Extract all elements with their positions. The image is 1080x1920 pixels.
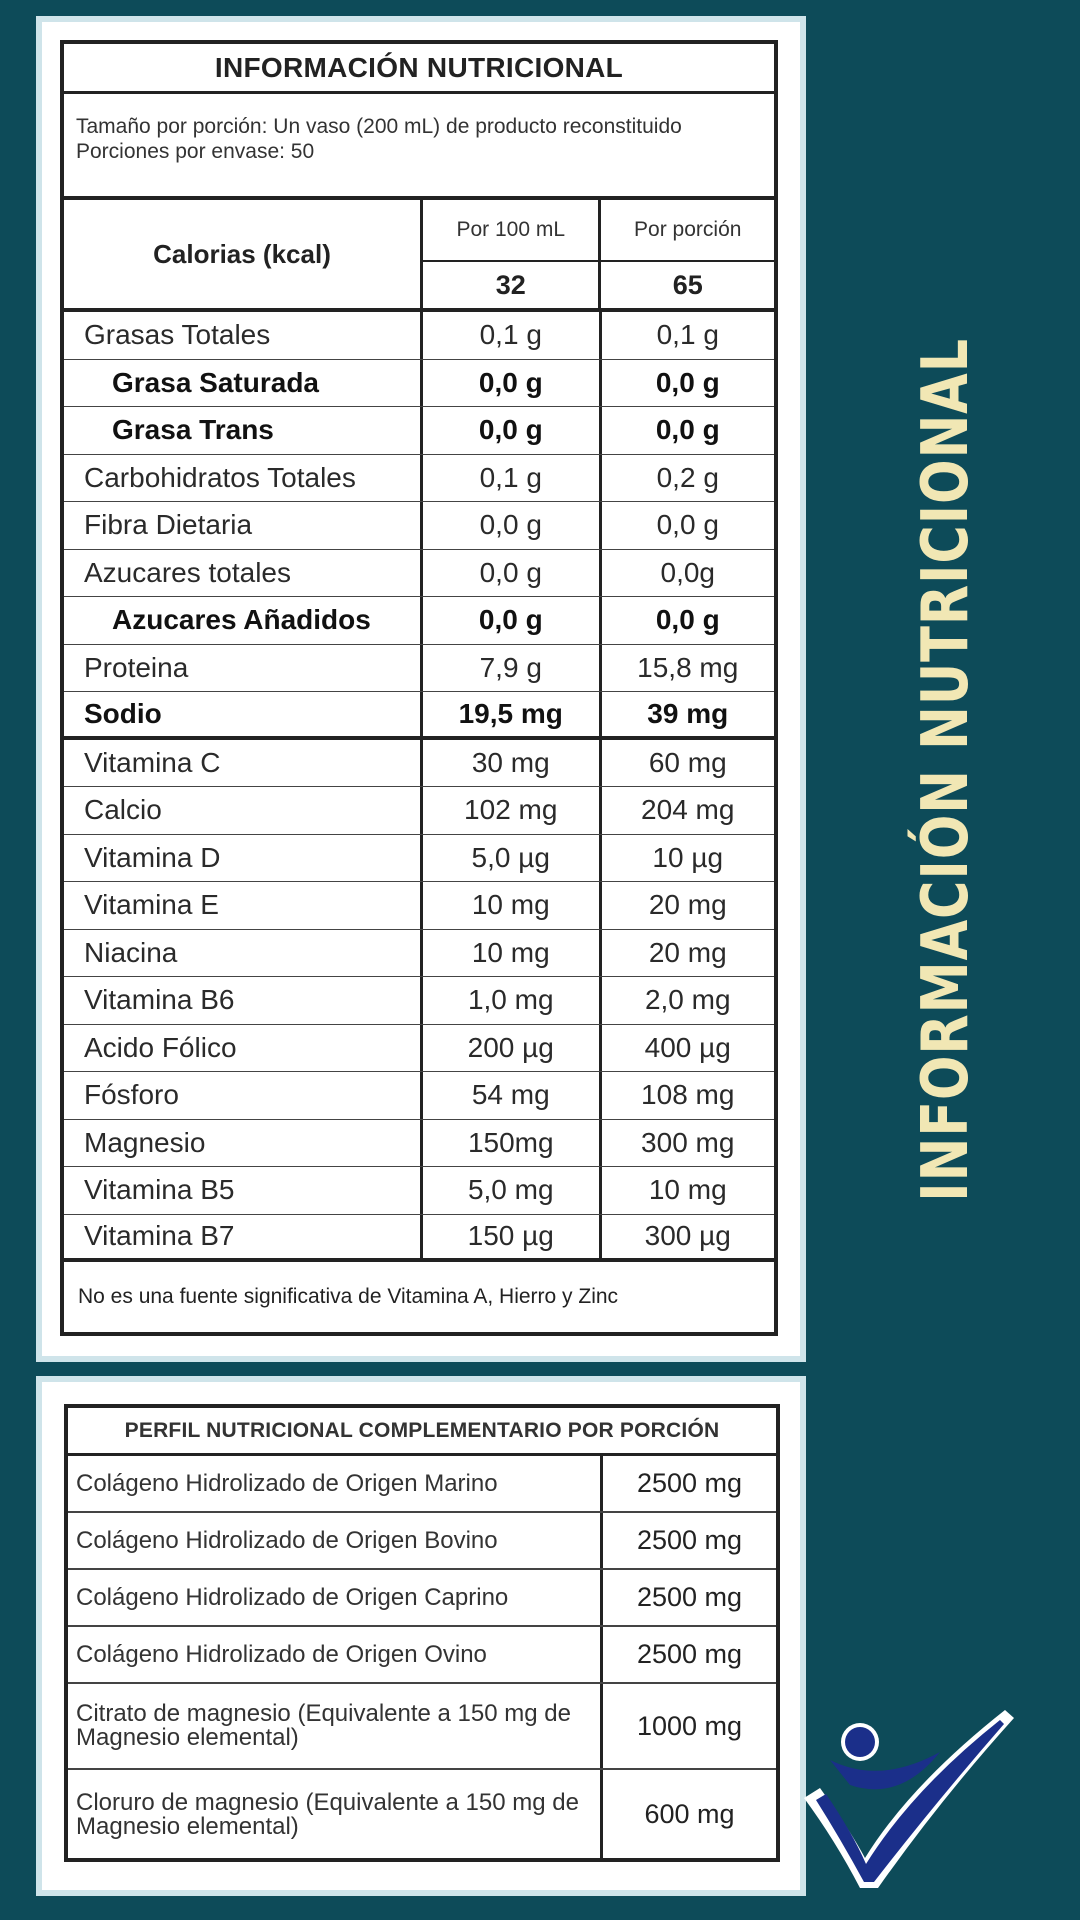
nutrient-per-100: 200 µg xyxy=(467,1031,554,1063)
nutrient-row xyxy=(64,787,774,835)
calories-per-100: 32 xyxy=(495,269,526,300)
complement-value: 2500 mg xyxy=(636,1525,743,1555)
portions-per-package: Porciones por envase: 50 xyxy=(76,140,315,163)
nutrient-name: Vitamina E xyxy=(64,882,423,929)
nutrient-per-portion: 20 mg xyxy=(599,930,775,977)
nutrient-per-portion: 60 mg xyxy=(599,740,775,787)
nutrient-row xyxy=(64,1215,774,1263)
nutrient-per-100: 0,0 g xyxy=(479,509,542,541)
nutrient-row xyxy=(64,407,774,455)
nutrient-row xyxy=(64,645,774,693)
nutrient-per-portion: 20 mg xyxy=(599,882,775,929)
nutrient-per-100: 10 mg xyxy=(471,936,550,968)
nutrient-name: Vitamina C xyxy=(64,740,423,787)
nutrient-per-portion: 39 mg xyxy=(599,692,775,736)
calories-label: Calorias (kcal) xyxy=(64,200,423,308)
nutrient-row xyxy=(64,502,774,550)
table-title: INFORMACIÓN NUTRICIONAL xyxy=(64,44,774,94)
complement-name: Colágeno Hidrolizado de Origen Marino xyxy=(68,1456,603,1511)
complement-title: PERFIL NUTRICIONAL COMPLEMENTARIO POR PORCIÓN xyxy=(68,1408,776,1456)
nutrient-per-100: 102 mg xyxy=(464,794,558,826)
nutrient-name: Carbohidratos Totales xyxy=(64,455,423,502)
portion-info xyxy=(64,94,774,200)
table-note: No es una fuente significativa de Vitamina A, Hierro y Zinc xyxy=(78,1285,619,1308)
calories-per-portion: 65 xyxy=(672,269,703,300)
nutrient-per-portion: 10 mg xyxy=(599,1167,775,1214)
nutrient-row xyxy=(64,740,774,788)
nutrient-name: Calcio xyxy=(64,787,423,834)
nutrient-per-portion: 0,0 g xyxy=(599,407,774,454)
complement-row xyxy=(68,1513,776,1570)
nutrient-name: Grasa Trans xyxy=(64,407,423,454)
nutrient-name: Magnesio xyxy=(64,1120,423,1167)
nutrient-per-100: 0,1 g xyxy=(479,319,542,351)
complement-row xyxy=(68,1770,776,1859)
nutrient-row xyxy=(64,455,774,503)
complement-row xyxy=(68,1684,776,1770)
complement-rows xyxy=(68,1456,776,1859)
nutrient-per-portion: 300 mg xyxy=(599,1120,775,1167)
nutrient-row xyxy=(64,1025,774,1073)
complement-value: 2500 mg xyxy=(636,1468,743,1498)
nutrient-per-portion: 0,1 g xyxy=(599,312,775,359)
nutrient-name: Sodio xyxy=(64,692,423,736)
nutrient-name: Azucares Añadidos xyxy=(64,597,423,644)
nutrient-per-100: 30 mg xyxy=(471,746,550,778)
nutrient-per-portion: 108 mg xyxy=(599,1072,775,1119)
complement-value: 600 mg xyxy=(644,1799,735,1829)
nutrient-row xyxy=(64,550,774,598)
nutrient-per-portion: 400 µg xyxy=(599,1025,775,1072)
nutrient-per-100: 150 µg xyxy=(467,1220,554,1252)
nutrition-panel xyxy=(36,16,806,1362)
nutrient-per-portion: 204 mg xyxy=(599,787,775,834)
complement-value: 1000 mg xyxy=(636,1710,743,1741)
nutrient-row xyxy=(64,1072,774,1120)
nutrient-per-100: 0,1 g xyxy=(479,461,542,493)
side-title-text: INFORMACIÓN NUTRICIONAL xyxy=(909,338,983,1202)
nutrient-row xyxy=(64,882,774,930)
nutrient-per-100: 1,0 mg xyxy=(467,984,554,1016)
nutrient-per-100: 5,0 µg xyxy=(471,841,550,873)
nutrient-rows xyxy=(64,312,774,1262)
complement-name: Cloruro de magnesio (Equivalente a 150 mg de Magnesio elemental) xyxy=(68,1770,603,1859)
nutrient-per-portion: 300 µg xyxy=(599,1215,775,1259)
per-portion-column xyxy=(598,200,774,308)
nutrient-row xyxy=(64,1120,774,1168)
nutrient-row xyxy=(64,930,774,978)
nutrient-name: Grasas Totales xyxy=(64,312,423,359)
nutrient-name: Vitamina B5 xyxy=(64,1167,423,1214)
per-portion-header: Por porción xyxy=(601,200,774,262)
nutrient-row xyxy=(64,1167,774,1215)
nutrient-row xyxy=(64,835,774,883)
nutrient-row xyxy=(64,312,774,360)
nutrition-facts-table xyxy=(60,40,778,1336)
complement-panel xyxy=(36,1376,806,1896)
nutrient-per-100: 7,9 g xyxy=(479,651,542,683)
complement-row xyxy=(68,1570,776,1627)
nutrient-per-100: 150mg xyxy=(467,1126,554,1158)
nutrient-name: Proteina xyxy=(64,645,423,692)
nutrient-per-100: 0,0 g xyxy=(479,556,542,588)
nutrient-per-portion: 0,0g xyxy=(599,550,775,597)
nutrient-per-portion: 2,0 mg xyxy=(599,977,775,1024)
per-100-header: Por 100 mL xyxy=(423,200,599,262)
nutrient-per-100: 54 mg xyxy=(471,1079,550,1111)
complement-name: Colágeno Hidrolizado de Origen Caprino xyxy=(68,1570,603,1625)
complement-row xyxy=(68,1627,776,1684)
nutrient-per-portion: 0,0 g xyxy=(599,502,775,549)
portion-size: Tamaño por porción: Un vaso (200 mL) de producto reconstituido xyxy=(76,115,682,138)
nutrient-name: Grasa Saturada xyxy=(64,360,423,407)
complement-value: 2500 mg xyxy=(636,1582,743,1612)
nutrient-name: Vitamina B6 xyxy=(64,977,423,1024)
nutrient-name: Azucares totales xyxy=(64,550,423,597)
nutrient-name: Vitamina D xyxy=(64,835,423,882)
nutrient-per-100: 10 mg xyxy=(471,889,550,921)
nutrient-per-100: 5,0 mg xyxy=(467,1174,554,1206)
nutrient-per-100: 0,0 g xyxy=(478,414,543,446)
nutrient-per-portion: 10 µg xyxy=(599,835,775,882)
nutrient-per-portion: 0,2 g xyxy=(599,455,775,502)
nutrient-per-100: 19,5 mg xyxy=(458,697,563,729)
nutrient-per-100: 0,0 g xyxy=(478,366,543,398)
complement-value: 2500 mg xyxy=(636,1639,743,1669)
nutrient-per-portion: 15,8 mg xyxy=(599,645,775,692)
nutrient-per-portion: 0,0 g xyxy=(599,597,774,644)
side-title xyxy=(909,243,983,1296)
nutrient-name: Vitamina B7 xyxy=(64,1215,423,1259)
checkmark-person-logo-icon xyxy=(790,1690,1020,1890)
nutrient-row xyxy=(64,597,774,645)
complement-name: Colágeno Hidrolizado de Origen Ovino xyxy=(68,1627,603,1682)
nutrient-row xyxy=(64,692,774,740)
complementary-profile-table xyxy=(64,1404,780,1862)
complement-name: Citrato de magnesio (Equivalente a 150 mg de Magnesio elemental) xyxy=(68,1684,603,1768)
nutrient-name: Acido Fólico xyxy=(64,1025,423,1072)
complement-row xyxy=(68,1456,776,1513)
nutrient-row xyxy=(64,360,774,408)
nutrient-name: Fibra Dietaria xyxy=(64,502,423,549)
complement-name: Colágeno Hidrolizado de Origen Bovino xyxy=(68,1513,603,1568)
nutrient-name: Niacina xyxy=(64,930,423,977)
nutrient-row xyxy=(64,977,774,1025)
nutrient-per-portion: 0,0 g xyxy=(599,360,774,407)
nutrient-name: Fósforo xyxy=(64,1072,423,1119)
calories-block xyxy=(64,200,774,312)
nutrient-per-100: 0,0 g xyxy=(478,604,543,636)
per-100-column xyxy=(423,200,599,308)
